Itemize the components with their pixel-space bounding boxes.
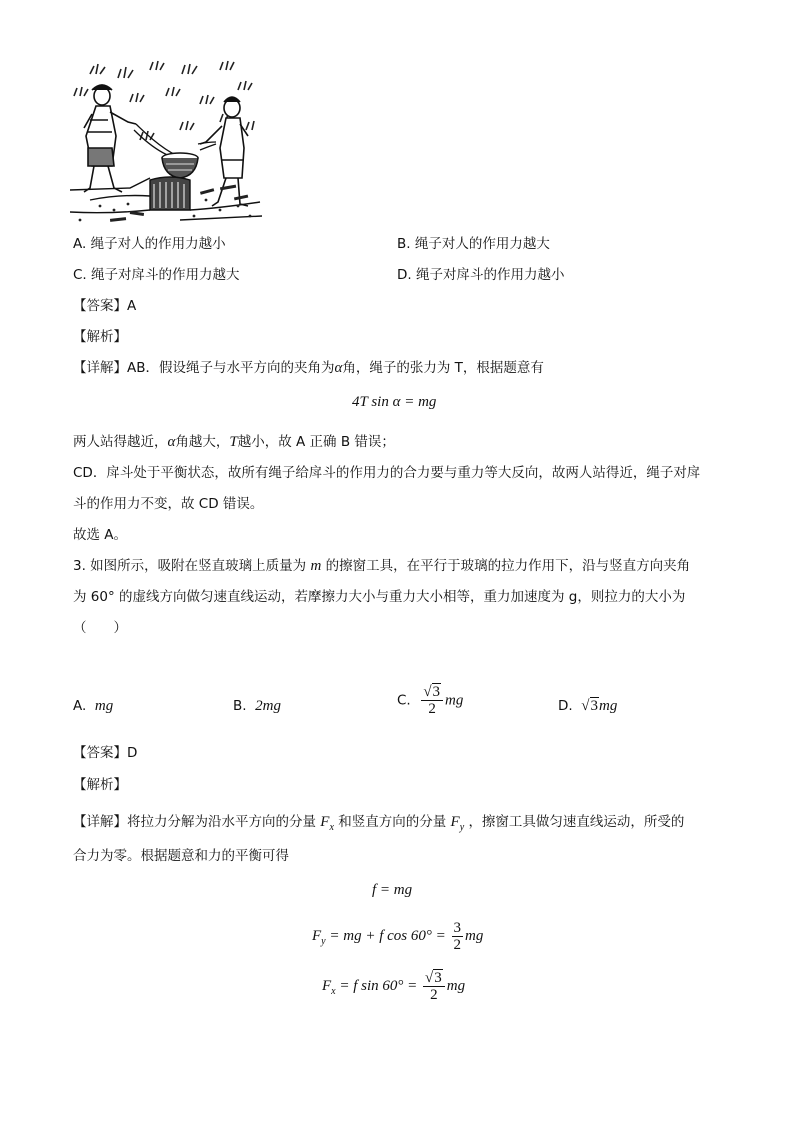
q2-option-c[interactable]: C. 绳子对戽斗的作用力越大 bbox=[73, 267, 240, 283]
q2-equation-1: 4T sin α = mg bbox=[352, 394, 437, 410]
q2-choose: 故选 A。 bbox=[73, 527, 128, 543]
q2-detail-line1 bbox=[73, 358, 544, 378]
q2-analysis-label: 【解析】 bbox=[73, 329, 127, 345]
q3-equation-1: f = mg bbox=[372, 882, 413, 898]
q3-option-d[interactable]: D. √3mg bbox=[558, 698, 618, 714]
illustration-two-people-bucket bbox=[70, 60, 262, 228]
alpha-symbol: α bbox=[334, 360, 343, 376]
q2-option-a[interactable]: A. 绳子对人的作用力越小 bbox=[73, 236, 226, 252]
q3-equation-3: $F_x = f$ sin 60° = $\frac{√3}{2}$ mg bbox=[322, 970, 466, 1003]
q2-detail-head-2: 角，绳子的张力为 T，根据题意有 bbox=[342, 360, 544, 376]
q3-stem-line2: 为 60° 的虚线方向做匀速直线运动，若摩擦力大小与重力大小相等，重力加速度为 g，则拉力的大小为 bbox=[73, 589, 686, 605]
q2-option-b[interactable]: B. 绳子对人的作用力越大 bbox=[397, 236, 550, 252]
q3-analysis-label: 【解析】 bbox=[73, 777, 127, 793]
q3-detail-line1: 【详解】将拉力分解为沿水平方向的分量 $F_x$ 和竖直方向的分量 $F_y$ ，擦窗工具做匀速直线运动，所受的 bbox=[73, 814, 685, 833]
q3-option-b[interactable]: B. 2mg bbox=[233, 698, 281, 714]
q2-detail-head: 【详解】AB．假设绳子与水平方向的夹角为 bbox=[73, 360, 335, 376]
q3-answer: 【答案】D bbox=[73, 745, 138, 761]
q3-stem-line3: （ ） bbox=[73, 620, 127, 636]
q2-answer: 【答案】A bbox=[73, 298, 137, 314]
q3-equation-2: $F_y$ = mg + f cos 60° = $\frac{3}{2}$ mg bbox=[312, 920, 484, 953]
q3-option-c[interactable]: C. $\frac{√3}{2}$ mg bbox=[397, 684, 464, 717]
q2-option-d[interactable]: D. 绳子对戽斗的作用力越小 bbox=[397, 267, 565, 283]
q3-detail-line2: 合力为零。根据题意和力的平衡可得 bbox=[73, 848, 289, 864]
q2-detail-line4: 斗的作用力不变，故 CD 错误。 bbox=[73, 496, 264, 512]
q3-stem-line1: 3. 如图所示，吸附在竖直玻璃上质量为 m 的擦窗工具，在平行于玻璃的拉力作用下，沿与竖直方向夹角 bbox=[73, 558, 691, 574]
q3-option-a[interactable]: A. mg bbox=[73, 698, 114, 714]
q2-detail-line2: 两人站得越近，α角越大，T越小，故 A 正确 B 错误； bbox=[73, 434, 395, 450]
q2-detail-line3: CD．戽斗处于平衡状态，故所有绳子给戽斗的作用力的合力要与重力等大反向，故两人站得近，绳子对戽 bbox=[73, 465, 701, 481]
